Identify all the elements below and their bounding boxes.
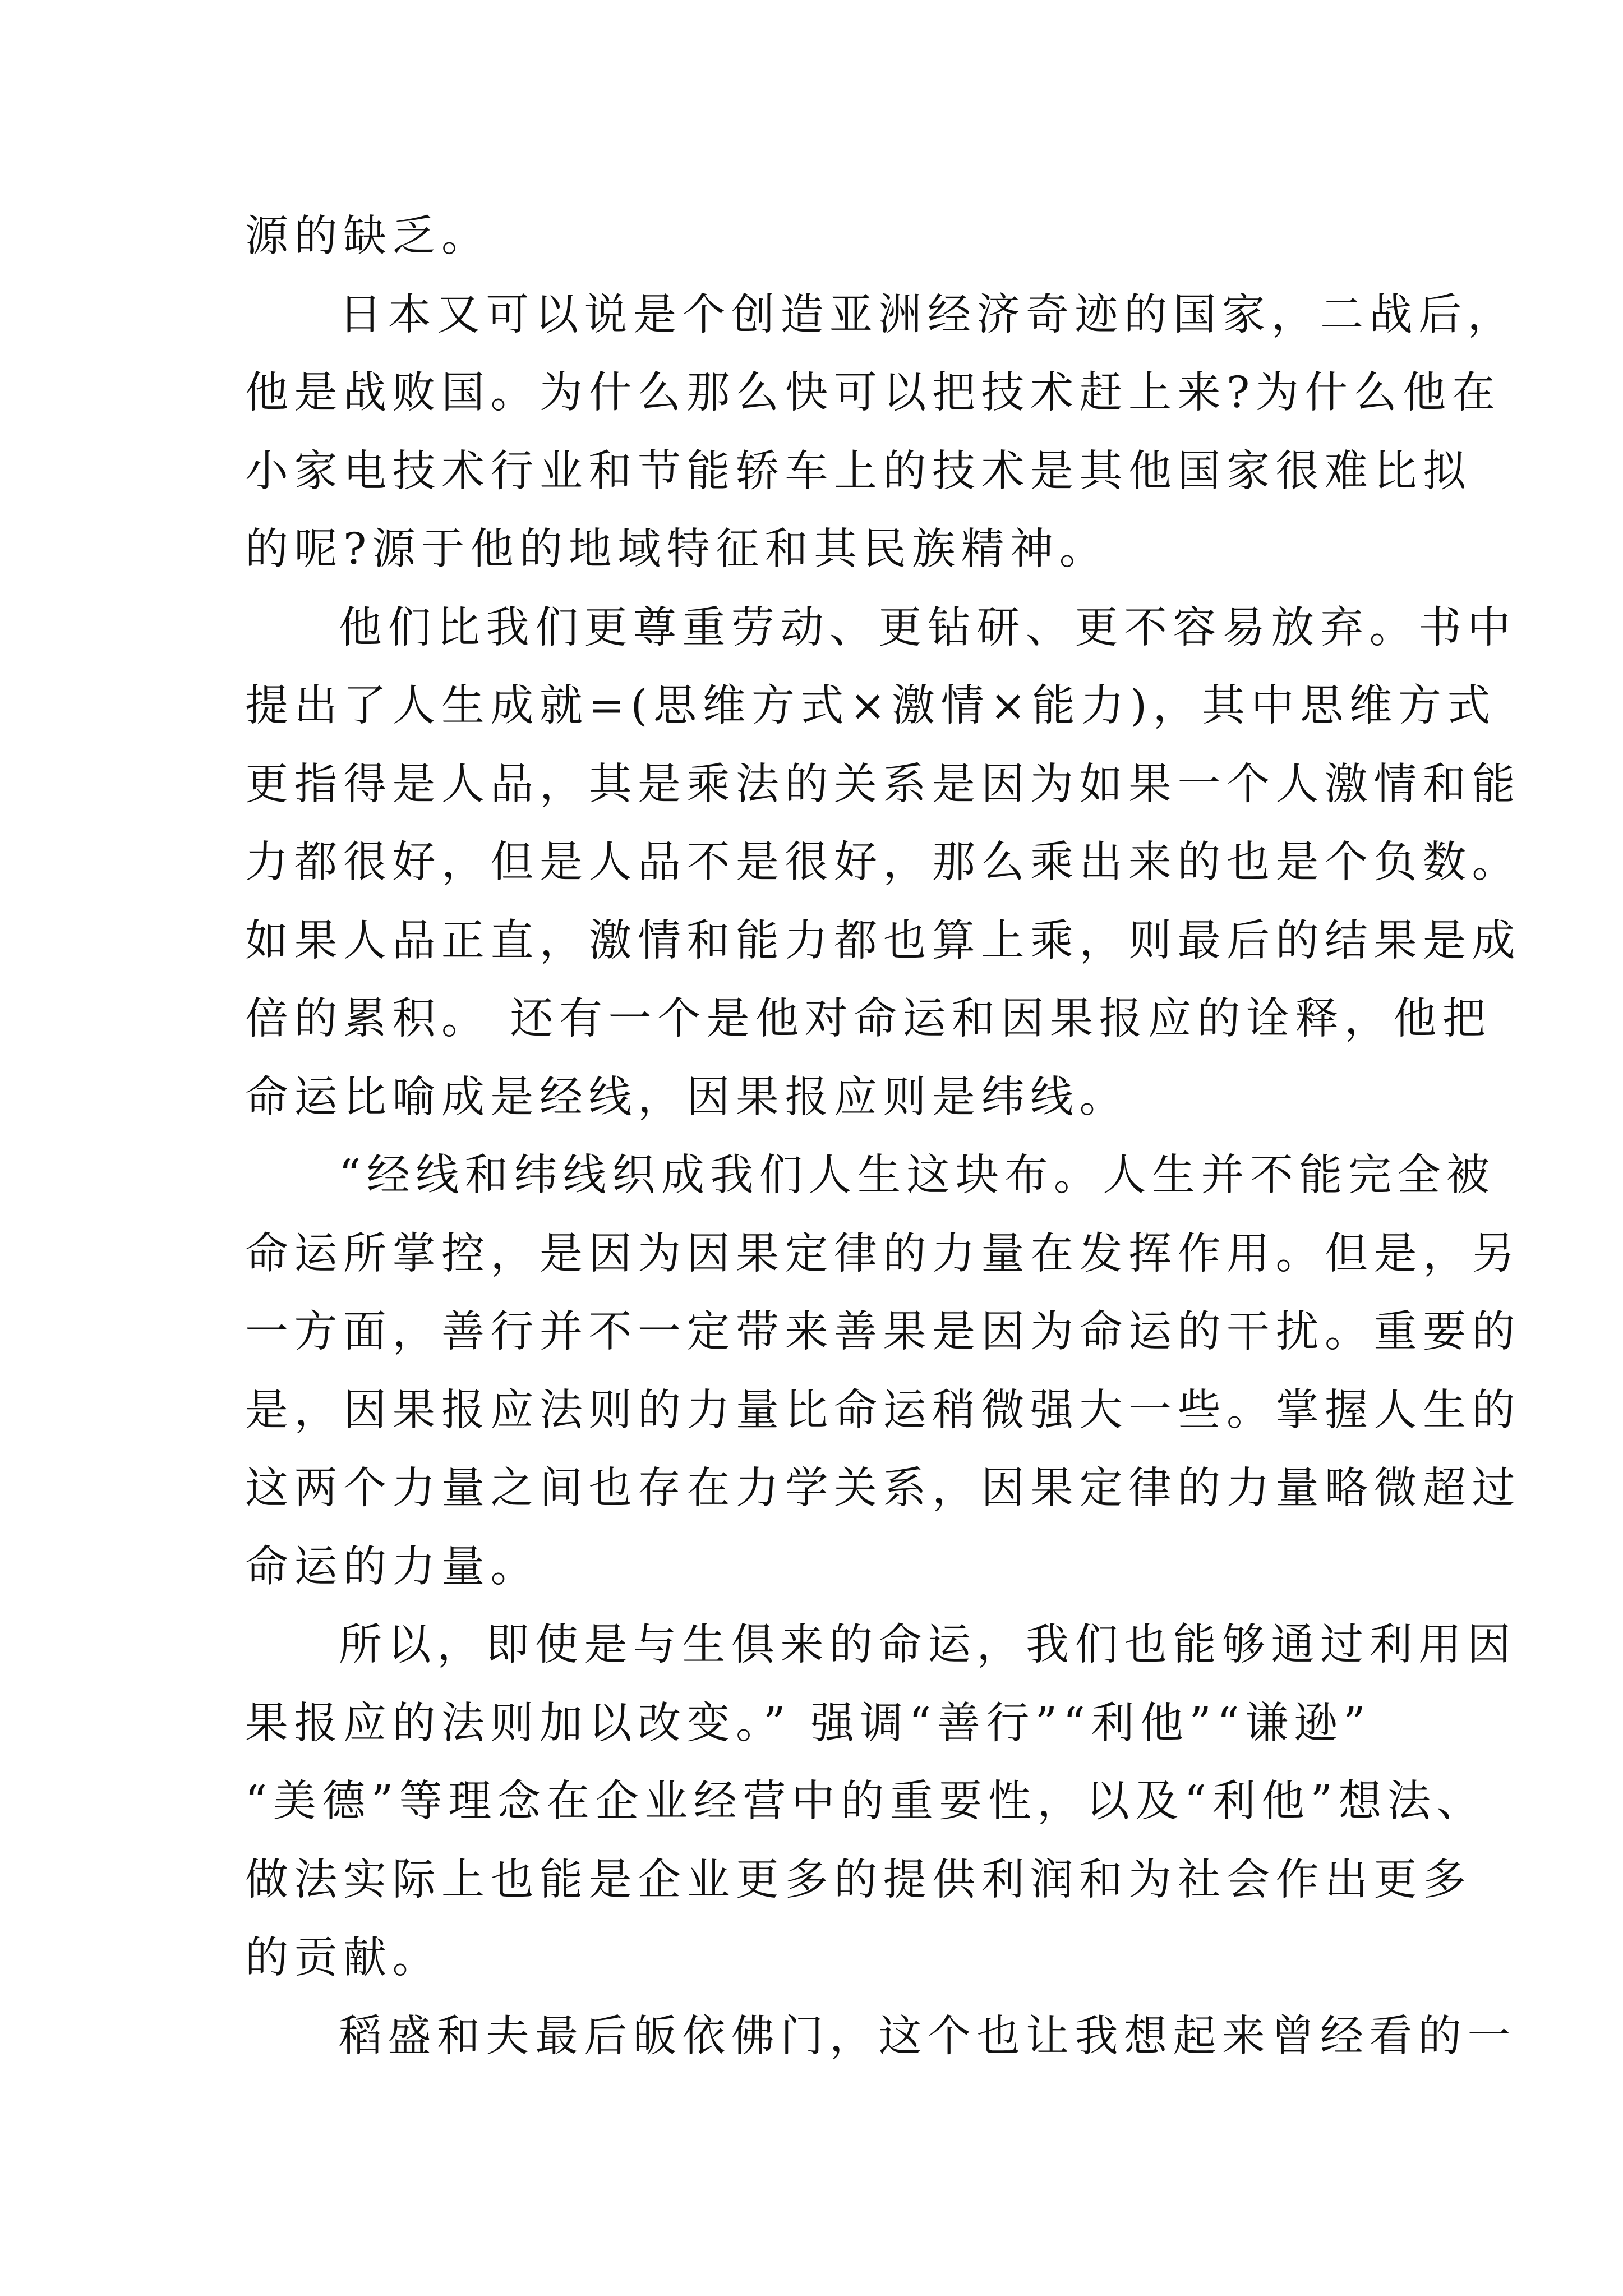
text-line: 稻盛和夫最后皈依佛门，这个也让我想起来曾经看的一 [339, 2011, 1516, 2062]
text-line: 提出了人生成就=(思维方式×激情×能力)，其中思维方式 [245, 681, 1497, 731]
text-line: 是，因果报应法则的力量比命运稍微强大一些。掌握人生的 [245, 1385, 1521, 1435]
text-line: 更指得是人品，其是乘法的关系是因为如果一个人激情和能 [245, 759, 1521, 809]
text-line: “经线和纬线织成我们人生这块布。人生并不能完全被 [339, 1151, 1496, 1200]
text-line: 一方面，善行并不一定带来善果是因为命运的干扰。重要的 [245, 1307, 1521, 1357]
document-body [245, 197, 1521, 2076]
text-line: “美德”等理念在企业经营中的重要性，以及“利他”想法、 [245, 1777, 1486, 1826]
text-line: 命运所掌控，是因为因果定律的力量在发挥作用。但是，另 [245, 1228, 1521, 1279]
text-line: 源的缺乏。 [245, 211, 491, 261]
text-line: 如果人品正直，激情和能力都也算上乘，则最后的结果是成 [245, 915, 1521, 966]
text-line: 他们比我们更尊重劳动、更钻研、更不容易放弃。书中 [339, 602, 1516, 653]
text-line: 力都很好，但是人品不是很好，那么乘出来的也是个负数。 [245, 838, 1521, 887]
text-line: 倍的累积。 还有一个是他对命运和因果报应的诠释，他把 [245, 994, 1492, 1044]
text-line: 日本又可以说是个创造亚洲经济奇迹的国家，二战后， [339, 289, 1516, 340]
text-line: 小家电技术行业和节能轿车上的技术是其他国家很难比拟 [245, 446, 1472, 496]
text-line: 他是战败国。为什么那么快可以把技术赶上来?为什么他在 [245, 368, 1501, 418]
text-line: 果报应的法则加以改变。” 强调“善行”“利他”“谦逊” [245, 1698, 1372, 1749]
text-line: 命运比喻成是经线，因果报应则是纬线。 [245, 1072, 1128, 1122]
text-line: 这两个力量之间也存在力学关系，因果定律的力量略微超过 [245, 1464, 1521, 1513]
text-line: 的贡献。 [245, 1933, 441, 1983]
text-line: 的呢?源于他的地域特征和其民族精神。 [245, 524, 1109, 574]
text-line: 命运的力量。 [245, 1542, 540, 1592]
text-line: 做法实际上也能是企业更多的提供利润和为社会作出更多 [245, 1855, 1472, 1905]
text-line: 所以，即使是与生俱来的命运，我们也能够通过利用因 [339, 1620, 1516, 1670]
